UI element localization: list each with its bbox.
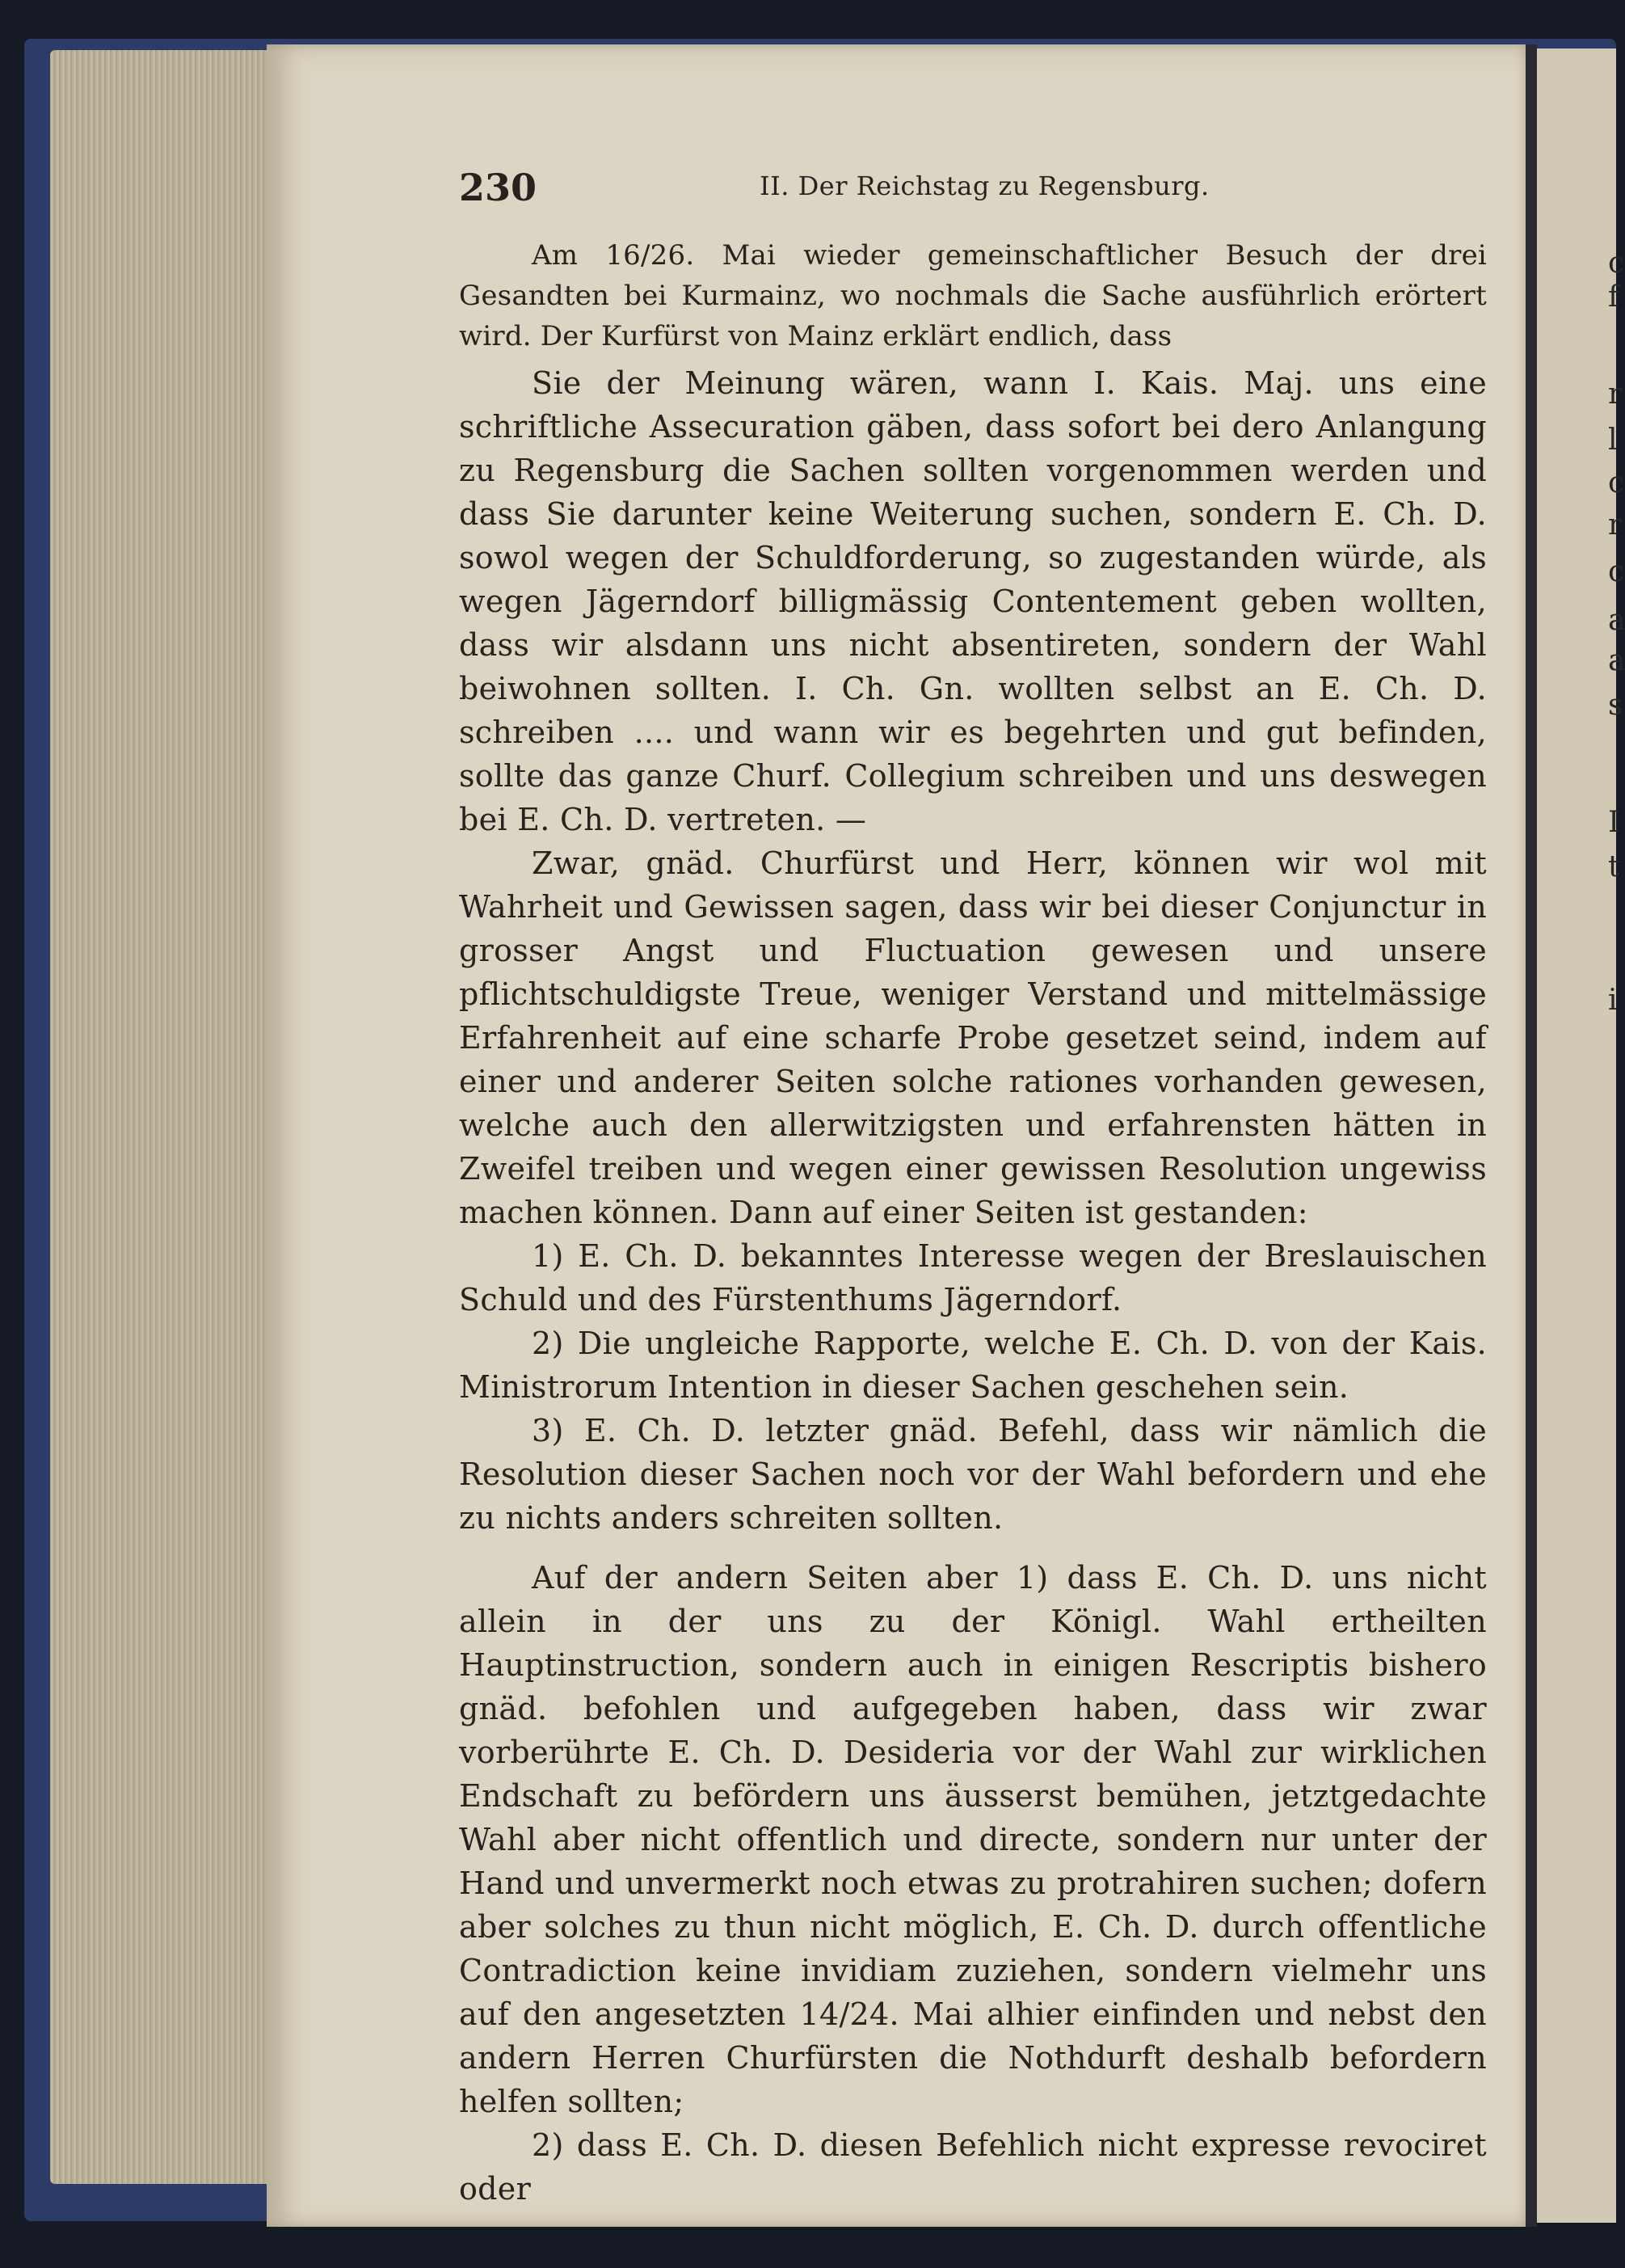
- facing-page-letter: l: [1608, 424, 1618, 457]
- page-gutter: [1526, 44, 1537, 2227]
- paragraph: 3) E. Ch. D. letzter gnäd. Befehl, dass wir nämlich die Resolution dieser Sachen noch vor der Wahl befordern und ehe zu nichts anders schreiten sollten.: [459, 1413, 1487, 1536]
- facing-page-letter: r: [1608, 377, 1623, 411]
- paragraph: 1) E. Ch. D. bekanntes Interesse wegen der Breslauischen Schuld und des Fürstenthums Jägerndorf.: [459, 1238, 1487, 1317]
- facing-page-letter: c: [1608, 555, 1625, 588]
- facing-page-edge: [1531, 48, 1616, 2223]
- facing-page-letter: a: [1608, 644, 1625, 677]
- page-text: [459, 166, 1487, 2211]
- facing-page-letter: a: [1608, 604, 1625, 637]
- chapter-title: II. Der Reichstag zu Regensburg.: [760, 171, 1210, 201]
- page-number: 230: [459, 166, 537, 209]
- facing-page-letter: f: [1608, 280, 1619, 314]
- page-block-edge: [50, 50, 276, 2184]
- facing-page-letter: r: [1608, 508, 1623, 542]
- facing-page-letter: t: [1608, 850, 1620, 883]
- facing-page-letter: i: [1608, 984, 1618, 1017]
- summary-note: Am 16/26. Mai wieder gemeinschaftlicher Besuch der drei Gesandten bei Kurmainz, wo nochmals die Sache ausführlich erörtert wird. Der Kurfürst von Mainz erklärt endlich, dass: [459, 239, 1487, 352]
- paragraph: Sie der Meinung wären, wann I. Kais. Maj. uns eine schriftliche Assecuration gäben, dass sofort bei dero Anlangung zu Regensburg die Sachen sollten vorgenommen werden und dass Sie darunter keine Weiterung suchen, sondern E. Ch. D. sowol wegen der Schuldforderung, so zugestanden würde, als wegen Jägerndorf billigmässig Contentement geben wollten, dass wir alsdann uns nicht absentireten, sondern der Wahl beiwohnen sollten. I. Ch. Gn. wollten selbst an E. Ch. D. schreiben .... und wann wir es begehrten und gut befinden, sollte das ganze Churf. Collegium schreiben und uns deswegen bei E. Ch. D. vertreten. —: [459, 365, 1487, 837]
- paragraph: 2) Die ungleiche Rapporte, welche E. Ch. D. von der Kais. Ministrorum Intention in dieser Sachen geschehen sein.: [459, 1326, 1487, 1405]
- paragraph: Auf der andern Seiten aber 1) dass E. Ch. D. uns nicht allein in der uns zu der Königl. Wahl ertheilten Hauptinstruction, sondern auch in einigen Rescriptis bishero gnäd. befohlen und aufgegeben haben, dass wir zwar vorberührte E. Ch. D. Desideria vor der Wahl zur wirklichen Endschaft zu befördern uns äusserst bemühen, jetztgedachte Wahl aber nicht offentlich und directe, sondern nur unter der Hand und unvermerkt noch etwas zu protrahiren suchen; dofern aber solches zu thun nicht möglich, E. Ch. D. durch offentliche Contradiction keine invidiam zuziehen, sondern vielmehr uns auf den angesetzten 14/24. Mai alhier einfinden und nebst den andern Herren Churfürsten die Nothdurft deshalb befordern helfen sollten;: [459, 1560, 1487, 2119]
- facing-page-letter: c: [1608, 247, 1625, 280]
- facing-page-letter: c: [1608, 466, 1625, 500]
- paragraph: 2) dass E. Ch. D. diesen Befehlich nicht expresse revociret oder: [459, 2127, 1487, 2207]
- paragraph: Zwar, gnäd. Churfürst und Herr, können wir wol mit Wahrheit und Gewissen sagen, dass wir bei dieser Conjunctur in grosser Angst und Fluctuation gewesen und unsere pflichtschuldigste Treue, weniger Verstand und mittelmässige Erfahrenheit auf eine scharfe Probe gesetzet seind, indem auf einer und anderer Seiten solche rationes vorhanden gewesen, welche auch den allerwitzigsten und erfahrensten hätten in Zweifel treiben und wegen einer gewissen Resolution ungewiss machen können. Dann auf einer Seiten ist gestanden:: [459, 845, 1487, 1230]
- facing-page-letter: I: [1608, 806, 1620, 839]
- running-header: [459, 166, 1487, 222]
- facing-page-letter: s: [1608, 689, 1623, 722]
